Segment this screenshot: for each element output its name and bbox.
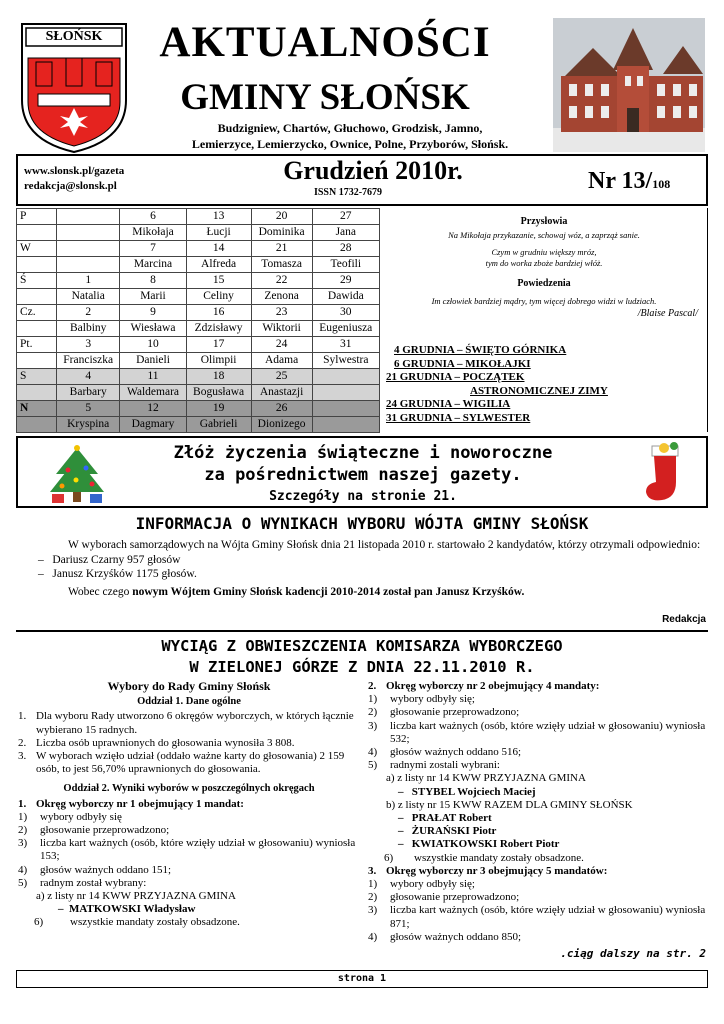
calendar-row (17, 289, 380, 305)
section-divider (16, 630, 708, 632)
holiday-item: 24 GRUDNIA – WIGILIA (386, 398, 511, 410)
list-item: 2) głosowanie przeprowadzono; (368, 891, 520, 904)
email-link[interactable]: redakcja@slonsk.pl (24, 180, 117, 192)
calendar-cell: Zdzisławy (186, 321, 251, 337)
list-item: 4) głosów ważnych oddano 850; (368, 930, 522, 943)
calendar-day-label (17, 321, 57, 337)
calendar-cell: 2 (57, 305, 120, 321)
holiday-item: 6 GRUDNIA – MIKOŁAJKI (394, 357, 531, 370)
holiday-item: 4 GRUDNIA – ŚWIĘTO GÓRNIKA (394, 344, 567, 356)
list-item: 1) wybory odbyły się; (368, 878, 475, 891)
calendar-row (17, 321, 380, 337)
calendar-row (17, 385, 380, 401)
calendar-cell (312, 385, 379, 401)
calendar-cell: 6 (120, 209, 186, 225)
general-data-list (18, 710, 360, 776)
calendar-row (17, 273, 380, 289)
calendar-cell: 27 (312, 209, 379, 225)
christmas-tree-icon (46, 444, 108, 504)
list-item: 1. Dla wyboru Rady utworzono 6 okręgów wyborczych, w których łącznie wybierano 15 radnych. (18, 710, 354, 736)
calendar-cell: Dominika (251, 225, 312, 241)
calendar-row (17, 257, 380, 273)
calendar-cell: 26 (251, 401, 312, 417)
saying-author: /Blaise Pascal/ (637, 308, 698, 319)
calendar-row (17, 417, 380, 433)
calendar-day-label: W (17, 241, 57, 257)
sayings-panel (384, 208, 708, 432)
calendar-cell: Mikołaja (120, 225, 186, 241)
issue-info-bar (16, 154, 708, 206)
issn: ISSN 1732-7679 (313, 187, 383, 198)
town-hall-photo (553, 18, 705, 152)
district-1-list-name: a) z listy nr 14 KWW PRZYJAZNA GMINA (36, 890, 236, 903)
district-2-list-b: b) z listy nr 15 KWW RAZEM DLA GMINY SŁOŃSK (386, 798, 633, 811)
calendar-day-label: Ś (17, 273, 57, 289)
proverbs-heading: Przysłowia (520, 216, 568, 227)
calendar-cell: Marii (120, 289, 186, 305)
calendar-cell: 17 (186, 337, 251, 353)
left-column (18, 680, 360, 930)
calendar-cell: 12 (120, 401, 186, 417)
calendar-day-label (17, 353, 57, 369)
calendar-cell: 5 (57, 401, 120, 417)
calendar-cell (312, 417, 379, 433)
list-item: 3) liczba kart ważnych (osób, które wzięły udział w głosowaniu) wyniosła 153; (18, 837, 356, 863)
calendar-cell: 9 (120, 305, 186, 321)
calendar-cell: 7 (120, 241, 186, 257)
district-2-elected-b1: – PRAŁAT Robert (398, 812, 492, 825)
list-item: 1) wybory odbyły się (18, 810, 122, 823)
issue-date: Grudzień 2010r. (283, 156, 463, 185)
calendar-cell: 25 (251, 369, 312, 385)
calendar-cell: 13 (186, 209, 251, 225)
district-1-heading: 1. Okręg wyborczy nr 1 obejmujący 1 mandat: (18, 797, 244, 810)
calendar-cell: Danieli (120, 353, 186, 369)
district-1-elected: – MATKOWSKI Władysław (58, 903, 196, 916)
banner-text: Złóż życzenia świąteczne i noworoczne za pośrednictwem naszej gazety. Szczegóły na stronie 21. (173, 443, 553, 504)
proverb-2: Czym w grudniu większy mróz, tym do worka zboże bardziej włóż. (485, 247, 603, 268)
candidate-1: – Dariusz Czarny 957 głosów (38, 553, 181, 566)
calendar-day-label (17, 417, 57, 433)
calendar-cell: Tomasza (251, 257, 312, 273)
calendar-cell (312, 401, 379, 417)
calendar-cell: Natalia (57, 289, 120, 305)
district-3-list (368, 878, 708, 944)
calendar-day-label: S (17, 369, 57, 385)
holidays-list (386, 344, 608, 425)
calendar-cell: Barbary (57, 385, 120, 401)
holiday-item: ASTRONOMICZNEJ ZIMY (470, 384, 608, 397)
calendar-day-label: Cz. (17, 305, 57, 321)
crest-text: SŁOŃSK (45, 29, 103, 44)
article-signature: Redakcja (662, 614, 706, 625)
calendar-cell: Eugeniusza (312, 321, 379, 337)
district-2-elected-a1: – STYBEL Wojciech Maciej (398, 785, 536, 798)
calendar-cell: Anastazji (251, 385, 312, 401)
calendar-cell: 10 (120, 337, 186, 353)
calendar-cell: Zenona (251, 289, 312, 305)
calendar-cell: Alfreda (186, 257, 251, 273)
calendar-cell: 20 (251, 209, 312, 225)
calendar-cell: 19 (186, 401, 251, 417)
coat-of-arms (20, 22, 128, 154)
calendar-cell: Wiesława (120, 321, 186, 337)
district-2-list (368, 693, 708, 772)
sayings-heading: Powiedzenia (517, 278, 571, 289)
calendar-cell: Kryspina (57, 417, 120, 433)
villages-list: Budzigniew, Chartów, Głuchowo, Grodzisk, Jamno, Lemierzyce, Lemierzycko, Ownice, Polne, Przyborów, Słońsk. (191, 121, 509, 151)
calendar-row (17, 401, 380, 417)
list-item: 5) radnym został wybrany: (18, 876, 147, 889)
calendar-cell: Wiktorii (251, 321, 312, 337)
calendar-cell: Łucji (186, 225, 251, 241)
saying-1: Im człowiek bardziej mądry, tym więcej dobrego widzi w ludziach. (431, 296, 657, 306)
candidate-2: – Janusz Krzyśków 1175 głosów. (38, 568, 197, 580)
calendar-cell: 23 (251, 305, 312, 321)
page-number: strona 1 (16, 970, 708, 988)
article-intro: W wyborach samorządowych na Wójta Gminy Słońsk dnia 21 listopada 2010 r. startowało 2 kandydatów, którzy otrzymali odpowiednio: (68, 539, 701, 551)
calendar-cell: 22 (251, 273, 312, 289)
christmas-stocking-icon (634, 442, 692, 504)
calendar-cell: 8 (120, 273, 186, 289)
list-item: 1) wybory odbyły się; (368, 693, 475, 706)
proverb-1: Na Mikołaja przykazanie, schowaj wóz, a zaprząż sanie. (448, 230, 640, 240)
calendar-cell: 16 (186, 305, 251, 321)
calendar-cell: Balbiny (57, 321, 120, 337)
calendar-cell: Dagmary (120, 417, 186, 433)
list-item: 2) głosowanie przeprowadzono; (18, 824, 170, 837)
holiday-item: 21 GRUDNIA – POCZĄTEK (386, 371, 525, 383)
calendar-cell: 31 (312, 337, 379, 353)
calendar-cell: Waldemara (120, 385, 186, 401)
calendar-cell: Gabrieli (186, 417, 251, 433)
list-item: 5) radnymi zostali wybrani: (368, 759, 500, 772)
greetings-banner[interactable] (16, 436, 708, 508)
calendar-cell: 29 (312, 273, 379, 289)
calendar-cell: Dawida (312, 289, 379, 305)
calendar-cell (57, 241, 120, 257)
list-item: 3) liczba kart ważnych (osób, które wzięły udział w głosowaniu) wyniosła 871; (368, 904, 706, 930)
calendar-cell: Bogusława (186, 385, 251, 401)
calendar-cell: 14 (186, 241, 251, 257)
calendar-row (17, 241, 380, 257)
council-elections-heading: Wybory do Rady Gminy Słońsk (107, 679, 271, 693)
calendar-row (17, 209, 380, 225)
calendar-cell: 1 (57, 273, 120, 289)
calendar-row (17, 369, 380, 385)
district-3-heading: 3. Okręg wyborczy nr 3 obejmujący 5 mandatów: (368, 864, 608, 877)
website-link[interactable]: www.slonsk.pl/gazeta (24, 165, 125, 177)
calendar-cell: Marcina (120, 257, 186, 273)
contact-info (24, 164, 124, 194)
calendar-cell (57, 209, 120, 225)
list-item: 3) liczba kart ważnych (osób, które wzięły udział w głosowaniu) wyniosła 532; (368, 719, 706, 745)
list-item: 2) głosowanie przeprowadzono; (368, 706, 520, 719)
calendar-row (17, 225, 380, 241)
calendar-cell: 21 (251, 241, 312, 257)
district-2-heading: 2. Okręg wyborczy nr 2 obejmujący 4 mandaty: (368, 680, 600, 692)
december-calendar (16, 208, 380, 433)
calendar-day-label: N (17, 401, 57, 417)
calendar-cell: Olimpii (186, 353, 251, 369)
calendar-cell: 24 (251, 337, 312, 353)
calendar-cell: Celiny (186, 289, 251, 305)
calendar-cell: 4 (57, 369, 120, 385)
calendar-cell: Teofili (312, 257, 379, 273)
holiday-item: 31 GRUDNIA – SYLWESTER (386, 411, 531, 424)
list-item: 4) głosów ważnych oddano 151; (18, 863, 172, 876)
list-item: 3. W wyborach wzięło udział (oddało ważne karty do głosowania) 2 159 osób, to jest 56,70% uprawnionych do głosowania. (18, 750, 345, 776)
calendar-cell: 18 (186, 369, 251, 385)
calendar-day-label (17, 289, 57, 305)
calendar-day-label (17, 225, 57, 241)
section-1-heading: Oddział 1. Dane ogólne (137, 696, 241, 708)
calendar-day-label: Pt. (17, 337, 57, 353)
issue-number: Nr 13/108 (588, 168, 671, 194)
calendar-cell: Franciszka (57, 353, 120, 369)
list-item: 2. Liczba osób uprawnionych do głosowania wynosiła 3 808. (18, 736, 295, 749)
right-column (368, 680, 708, 944)
masthead-subtitle: GMINY SŁOŃSK (180, 77, 470, 118)
list-item: 4) głosów ważnych oddano 516; (368, 746, 522, 759)
calendar-row (17, 337, 380, 353)
calendar-cell: 28 (312, 241, 379, 257)
calendar-cell (57, 225, 120, 241)
calendar-cell: 11 (120, 369, 186, 385)
continued-note: .ciąg dalszy na str. 2 (560, 947, 706, 960)
calendar-day-label (17, 385, 57, 401)
article-title-commissioner-notice: WYCIĄG Z OBWIESZCZENIA KOMISARZA WYBORCZEGO W ZIELONEJ GÓRZE Z DNIA 22.11.2010 R. (161, 637, 563, 676)
calendar-row (17, 353, 380, 369)
calendar-cell: 3 (57, 337, 120, 353)
district-1-final: 6) wszystkie mandaty zostały obsadzone. (34, 916, 240, 929)
calendar-cell (312, 369, 379, 385)
calendar-row (17, 305, 380, 321)
district-1-list (18, 811, 360, 890)
masthead-title: AKTUALNOŚCI (159, 19, 491, 66)
calendar-day-label (17, 257, 57, 273)
district-2-list-a: a) z listy nr 14 KWW PRZYJAZNA GMINA (386, 772, 586, 785)
district-2-final: 6) wszystkie mandaty zostały obsadzone. (384, 851, 584, 864)
calendar-cell: 30 (312, 305, 379, 321)
article-body-election-results (18, 538, 708, 599)
calendar-cell: Dionizego (251, 417, 312, 433)
article-title-election-results: INFORMACJA O WYNIKACH WYBORU WÓJTA GMINY SŁOŃSK (135, 514, 589, 533)
section-2-heading: Oddział 2. Wyniki wyborów w poszczególnych okręgach (63, 783, 315, 795)
calendar-cell: 15 (186, 273, 251, 289)
calendar-cell: Jana (312, 225, 379, 241)
election-result: Wobec czego nowym Wójtem Gminy Słońsk kadencji 2010-2014 został pan Janusz Krzyśków. (68, 585, 525, 598)
district-2-elected-b2: – ŻURAŃSKI Piotr (398, 825, 497, 838)
calendar-day-label: P (17, 209, 57, 225)
district-2-elected-b3: – KWIATKOWSKI Robert Piotr (398, 838, 560, 851)
calendar-cell (57, 257, 120, 273)
calendar-cell: Adama (251, 353, 312, 369)
calendar-cell: Sylwestra (312, 353, 379, 369)
